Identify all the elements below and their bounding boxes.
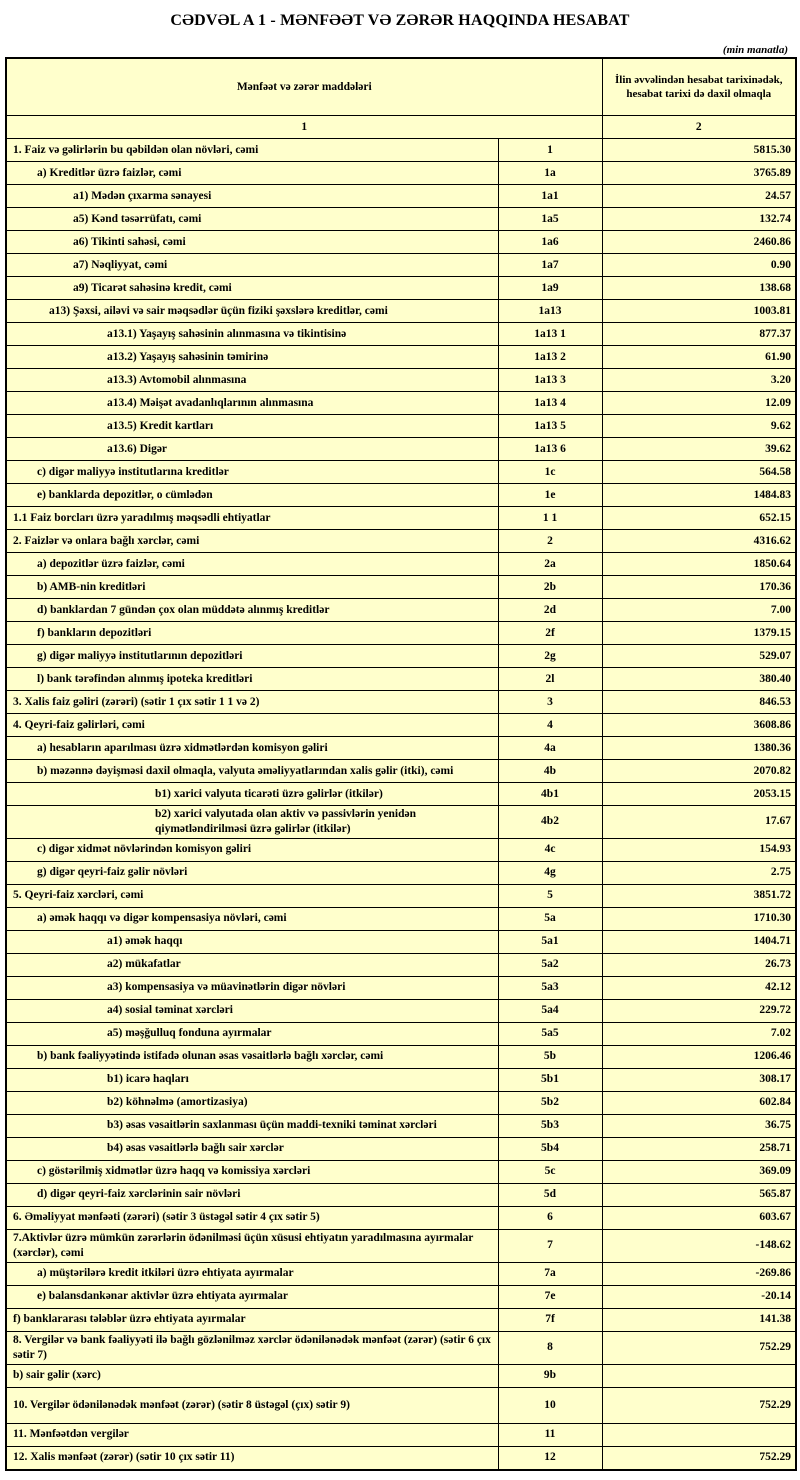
table-row: [6, 907, 796, 930]
row-value: 1380.36: [602, 737, 796, 760]
row-value: [602, 1423, 796, 1446]
row-code: 5b2: [498, 1091, 602, 1114]
row-label: a13.6) Digər: [6, 438, 498, 461]
row-code: 5a5: [498, 1022, 602, 1045]
table-row: [6, 277, 796, 300]
table-row: [6, 1423, 796, 1446]
row-value: -269.86: [602, 1262, 796, 1285]
row-value: 24.57: [602, 185, 796, 208]
table-row: [6, 507, 796, 530]
row-code: 2d: [498, 599, 602, 622]
row-label: l) bank tərəfindən alınmış ipoteka kreditləri: [6, 668, 498, 691]
row-value: 17.67: [602, 806, 796, 839]
row-value: 3.20: [602, 369, 796, 392]
row-label: a3) kompensasiya və müavinətlərin digər növləri: [6, 976, 498, 999]
table-row: [6, 976, 796, 999]
row-value: 2070.82: [602, 760, 796, 783]
row-code: 1a9: [498, 277, 602, 300]
row-label: a5) məşğulluq fonduna ayırmalar: [6, 1022, 498, 1045]
row-code: 6: [498, 1206, 602, 1229]
row-label: a) hesabların aparılması üzrə xidmətlərdən komisyon gəliri: [6, 737, 498, 760]
row-value: 36.75: [602, 1114, 796, 1137]
table-row: [6, 254, 796, 277]
row-code: 1a13 4: [498, 392, 602, 415]
row-label: a1) Mədən çıxarma sənayesi: [6, 185, 498, 208]
profit-loss-table: [5, 57, 797, 1471]
row-label: a2) mükafatlar: [6, 953, 498, 976]
row-value: 170.36: [602, 576, 796, 599]
row-value: -148.62: [602, 1229, 796, 1262]
row-value: 3765.89: [602, 162, 796, 185]
row-value: 61.90: [602, 346, 796, 369]
row-label: d) digər qeyri-faiz xərclərinin sair növləri: [6, 1183, 498, 1206]
table-row: [6, 714, 796, 737]
row-label: a6) Tikinti sahəsi, cəmi: [6, 231, 498, 254]
row-label: 1.1 Faiz borcları üzrə yaradılmış məqsədli ehtiyatlar: [6, 507, 498, 530]
row-value: 5815.30: [602, 139, 796, 162]
table-row: [6, 1022, 796, 1045]
table-row: [6, 953, 796, 976]
row-label: 3. Xalis faiz gəliri (zərəri) (sətir 1 çıx sətir 1 1 və 2): [6, 691, 498, 714]
row-value: 39.62: [602, 438, 796, 461]
row-code: 2b: [498, 576, 602, 599]
table-row: [6, 599, 796, 622]
row-label: b1) xarici valyuta ticarəti üzrə gəlirlər (itkilər): [6, 783, 498, 806]
row-code: 1c: [498, 461, 602, 484]
row-label: g) digər qeyri-faiz gəlir növləri: [6, 861, 498, 884]
table-row: [6, 392, 796, 415]
table-row: [6, 645, 796, 668]
row-code: 5a1: [498, 930, 602, 953]
row-value: [602, 1364, 796, 1387]
row-label: b) sair gəlir (xərc): [6, 1364, 498, 1387]
table-row: [6, 576, 796, 599]
row-code: 5c: [498, 1160, 602, 1183]
row-value: 565.87: [602, 1183, 796, 1206]
column-number-row: [6, 116, 796, 139]
row-value: 603.67: [602, 1206, 796, 1229]
table-row: [6, 208, 796, 231]
table-row: [6, 1091, 796, 1114]
table-row: [6, 1068, 796, 1091]
row-label: b) məzənnə dəyişməsi daxil olmaqla, valyuta əməliyyatlarından xalis gəlir (itki), cəmi: [6, 760, 498, 783]
row-code: 1a13 2: [498, 346, 602, 369]
row-value: 42.12: [602, 976, 796, 999]
table-row: [6, 930, 796, 953]
row-code: 5b4: [498, 1137, 602, 1160]
row-value: 2460.86: [602, 231, 796, 254]
row-code: 1a: [498, 162, 602, 185]
row-label: a13.2) Yaşayış sahəsinin təmirinə: [6, 346, 498, 369]
row-code: 2f: [498, 622, 602, 645]
row-value: 1710.30: [602, 907, 796, 930]
table-row: [6, 622, 796, 645]
row-code: 5a: [498, 907, 602, 930]
row-code: 4g: [498, 861, 602, 884]
table-row: [6, 300, 796, 323]
table-row: [6, 1446, 796, 1470]
row-label: f) bankların depozitləri: [6, 622, 498, 645]
row-label: a7) Nəqliyyat, cəmi: [6, 254, 498, 277]
row-value: 3851.72: [602, 884, 796, 907]
table-row: [6, 1114, 796, 1137]
row-code: 1 1: [498, 507, 602, 530]
row-value: 652.15: [602, 507, 796, 530]
row-code: 11: [498, 1423, 602, 1446]
row-label: 10. Vergilər ödənilənədək mənfəət (zərər) (sətir 8 üstəgəl (çıx) sətir 9): [6, 1387, 498, 1423]
row-label: b4) əsas vəsaitlərlə bağlı sair xərclər: [6, 1137, 498, 1160]
row-code: 5b: [498, 1045, 602, 1068]
row-code: 3: [498, 691, 602, 714]
row-code: 4a: [498, 737, 602, 760]
row-label: a9) Ticarət sahəsinə kredit, cəmi: [6, 277, 498, 300]
row-value: 0.90: [602, 254, 796, 277]
table-row: [6, 668, 796, 691]
row-code: 4b1: [498, 783, 602, 806]
row-value: 846.53: [602, 691, 796, 714]
row-code: 2l: [498, 668, 602, 691]
page-title: CƏDVƏL A 1 - MƏNFƏƏT VƏ ZƏRƏR HAQQINDA HESABAT: [170, 12, 630, 29]
table-row: [6, 553, 796, 576]
row-label: a5) Kənd təsərrüfatı, cəmi: [6, 208, 498, 231]
row-value: 154.93: [602, 838, 796, 861]
row-value: 752.29: [602, 1446, 796, 1470]
row-code: 7e: [498, 1285, 602, 1308]
row-code: 1a13 3: [498, 369, 602, 392]
table-row: [6, 438, 796, 461]
table-row: [6, 1137, 796, 1160]
row-code: 4b: [498, 760, 602, 783]
row-value: 369.09: [602, 1160, 796, 1183]
table-row: [6, 1285, 796, 1308]
table-row: [6, 162, 796, 185]
items-column-header: Mənfəət və zərər maddələri: [6, 58, 602, 116]
row-code: 7a: [498, 1262, 602, 1285]
row-label: g) digər maliyyə institutlarının depozitləri: [6, 645, 498, 668]
row-value: 7.00: [602, 599, 796, 622]
table-row: [6, 323, 796, 346]
row-label: 7.Aktivlər üzrə mümkün zərərlərin ödənilməsi üçün xüsusi ehtiyatın yaradılmasına ayırmalar (xərclər), cəmi: [6, 1229, 498, 1262]
row-value: 1379.15: [602, 622, 796, 645]
row-value: 2.75: [602, 861, 796, 884]
row-label: a) Kreditlər üzrə faizlər, cəmi: [6, 162, 498, 185]
items-column-number: 1: [6, 116, 602, 139]
row-value: 752.29: [602, 1387, 796, 1423]
row-code: 1a13 6: [498, 438, 602, 461]
row-label: 4. Qeyri-faiz gəlirləri, cəmi: [6, 714, 498, 737]
row-label: b3) əsas vəsaitlərin saxlanması üçün maddi-texniki təminat xərcləri: [6, 1114, 498, 1137]
table-row: [6, 231, 796, 254]
row-value: -20.14: [602, 1285, 796, 1308]
row-code: 1: [498, 139, 602, 162]
table-row: [6, 884, 796, 907]
row-code: 12: [498, 1446, 602, 1470]
table-row: [6, 185, 796, 208]
row-label: e) balansdankənar aktivlər üzrə ehtiyata ayırmalar: [6, 1285, 498, 1308]
row-code: 5d: [498, 1183, 602, 1206]
row-value: 9.62: [602, 415, 796, 438]
row-code: 2a: [498, 553, 602, 576]
table-row: [6, 139, 796, 162]
row-value: 12.09: [602, 392, 796, 415]
row-label: a) müştərilərə kredit itkiləri üzrə ehtiyata ayırmalar: [6, 1262, 498, 1285]
row-code: 10: [498, 1387, 602, 1423]
row-value: 308.17: [602, 1068, 796, 1091]
value-column-header-text: İlin əvvəlindən hesabat tarixinədək, hesabat tarixi də daxil olmaqla: [615, 73, 783, 100]
row-label: d) banklardan 7 gündən çox olan müddətə alınmış kreditlər: [6, 599, 498, 622]
row-code: 1a7: [498, 254, 602, 277]
row-value: 1404.71: [602, 930, 796, 953]
row-code: 7f: [498, 1308, 602, 1331]
row-value: 229.72: [602, 999, 796, 1022]
row-value: 141.38: [602, 1308, 796, 1331]
row-label: a13.4) Məişət avadanlıqlarının alınmasına: [6, 392, 498, 415]
row-label: a1) əmək haqqı: [6, 930, 498, 953]
table-row: [6, 737, 796, 760]
row-value: 1850.64: [602, 553, 796, 576]
row-value: 7.02: [602, 1022, 796, 1045]
table-row: [6, 760, 796, 783]
row-code: 4: [498, 714, 602, 737]
row-value: 602.84: [602, 1091, 796, 1114]
row-label: a13.3) Avtomobil alınmasına: [6, 369, 498, 392]
row-code: 5b1: [498, 1068, 602, 1091]
row-value: 1003.81: [602, 300, 796, 323]
row-label: c) digər xidmət növlərindən komisyon gəliri: [6, 838, 498, 861]
table-row: [6, 415, 796, 438]
table-row: [6, 1387, 796, 1423]
row-code: 1a13 1: [498, 323, 602, 346]
row-code: 5a3: [498, 976, 602, 999]
row-label: 8. Vergilər və bank fəaliyyəti ilə bağlı gözlənilməz xərclər ödənilənədək mənfəət (zərər) (sətir 6 çıx sətir 7): [6, 1331, 498, 1364]
row-label: c) digər maliyyə institutlarına kreditlər: [6, 461, 498, 484]
row-code: 5a2: [498, 953, 602, 976]
row-label: a13.5) Kredit kartları: [6, 415, 498, 438]
row-label: b) bank fəaliyyətində istifadə olunan əsas vəsaitlərlə bağlı xərclər, cəmi: [6, 1045, 498, 1068]
row-label: c) göstərilmiş xidmətlər üzrə haqq və komissiya xərcləri: [6, 1160, 498, 1183]
row-label: e) banklarda depozitlər, o cümlədən: [6, 484, 498, 507]
row-code: 4c: [498, 838, 602, 861]
table-row: [6, 346, 796, 369]
row-label: a) depozitlər üzrə faizlər, cəmi: [6, 553, 498, 576]
table-row: [6, 1183, 796, 1206]
row-code: 1a13 5: [498, 415, 602, 438]
table-row: [6, 484, 796, 507]
row-code: 8: [498, 1331, 602, 1364]
row-label: a) əmək haqqı və digər kompensasiya növləri, cəmi: [6, 907, 498, 930]
row-value: 1484.83: [602, 484, 796, 507]
table-row: [6, 691, 796, 714]
row-value: 4316.62: [602, 530, 796, 553]
row-code: 1a6: [498, 231, 602, 254]
row-code: 1a1: [498, 185, 602, 208]
row-label: b) AMB-nin kreditləri: [6, 576, 498, 599]
row-code: 4b2: [498, 806, 602, 839]
row-label: b2) xarici valyutada olan aktiv və passivlərin yenidən qiymətləndirilməsi üzrə gəlirlər (itkilər): [6, 806, 498, 839]
table-row: [6, 1262, 796, 1285]
table-row: [6, 783, 796, 806]
row-value: 380.40: [602, 668, 796, 691]
table-row: [6, 369, 796, 392]
table-row: [6, 861, 796, 884]
row-code: 2g: [498, 645, 602, 668]
value-column-header: [602, 58, 796, 116]
row-code: 1e: [498, 484, 602, 507]
row-value: 752.29: [602, 1331, 796, 1364]
row-value: 1206.46: [602, 1045, 796, 1068]
row-label: f) banklararası tələblər üzrə ehtiyata ayırmalar: [6, 1308, 498, 1331]
row-code: 5a4: [498, 999, 602, 1022]
unit-note: (min manatla): [722, 44, 788, 56]
row-label: b1) icarə haqları: [6, 1068, 498, 1091]
table-row: [6, 1308, 796, 1331]
table-row: [6, 530, 796, 553]
row-code: 9b: [498, 1364, 602, 1387]
table-row: [6, 1331, 796, 1364]
row-label: a13.1) Yaşayış sahəsinin alınmasına və tikintisinə: [6, 323, 498, 346]
row-value: 138.68: [602, 277, 796, 300]
row-label: 2. Faizlər və onlara bağlı xərclər, cəmi: [6, 530, 498, 553]
row-code: 5b3: [498, 1114, 602, 1137]
row-label: b2) köhnəlmə (amortizasiya): [6, 1091, 498, 1114]
value-column-number: 2: [602, 116, 796, 139]
row-value: 3608.86: [602, 714, 796, 737]
table-row: [6, 1206, 796, 1229]
table-body: [6, 139, 796, 1470]
row-value: 132.74: [602, 208, 796, 231]
row-label: a13) Şəxsi, ailəvi və sair məqsədlər üçün fiziki şəxslərə kreditlər, cəmi: [6, 300, 498, 323]
row-code: 7: [498, 1229, 602, 1262]
table-row: [6, 461, 796, 484]
table-row: [6, 1364, 796, 1387]
table-header-row: [6, 58, 796, 116]
row-value: 26.73: [602, 953, 796, 976]
table-row: [6, 838, 796, 861]
table-row: [6, 806, 796, 839]
row-label: 12. Xalis mənfəət (zərər) (sətir 10 çıx sətir 11): [6, 1446, 498, 1470]
row-label: 1. Faiz və gəlirlərin bu qəbildən olan növləri, cəmi: [6, 139, 498, 162]
table-row: [6, 999, 796, 1022]
row-value: 529.07: [602, 645, 796, 668]
row-value: 2053.15: [602, 783, 796, 806]
table-row: [6, 1160, 796, 1183]
table-row: [6, 1229, 796, 1262]
row-code: 2: [498, 530, 602, 553]
row-code: 1a13: [498, 300, 602, 323]
row-label: 11. Mənfəətdən vergilər: [6, 1423, 498, 1446]
row-value: 258.71: [602, 1137, 796, 1160]
row-code: 1a5: [498, 208, 602, 231]
row-label: a4) sosial təminat xərcləri: [6, 999, 498, 1022]
row-label: 5. Qeyri-faiz xərcləri, cəmi: [6, 884, 498, 907]
table-row: [6, 1045, 796, 1068]
row-value: 877.37: [602, 323, 796, 346]
row-value: 564.58: [602, 461, 796, 484]
row-label: 6. Əməliyyat mənfəəti (zərəri) (sətir 3 üstəgəl sətir 4 çıx sətir 5): [6, 1206, 498, 1229]
row-code: 5: [498, 884, 602, 907]
